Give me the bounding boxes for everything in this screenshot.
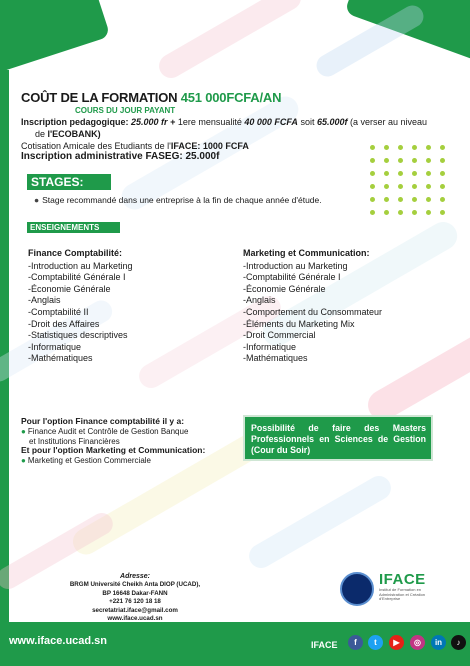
marketing-option-item-text: Marketing et Gestion Commerciale xyxy=(27,456,151,466)
marketing-item: -Mathématiques xyxy=(243,353,308,364)
address-email: secretatriat.iface@gmail.com xyxy=(92,606,178,614)
bg-pill-1 xyxy=(155,0,306,82)
marketing-item: -Comptabilité Générale I xyxy=(243,272,341,283)
address-web: www.iface.ucad.sn xyxy=(107,615,163,623)
admin-line xyxy=(21,151,219,162)
address-line2: BP 16648 Dakar-FANN xyxy=(102,589,168,597)
facebook-icon[interactable]: f xyxy=(348,635,363,650)
masters-box: Possibilité de faire des Masters Professionnels en Sciences de Gestion (Cour du Soir) xyxy=(243,415,433,461)
marketing-item: -Comportement du Consommateur xyxy=(243,306,383,317)
cotisation-amount: IFACE: 1000 FCFA xyxy=(170,141,249,151)
finance-item: -Comptabilité Générale I xyxy=(28,272,126,283)
instagram-icon[interactable]: ◎ xyxy=(410,635,425,650)
marketing-item: -Anglais xyxy=(243,295,276,306)
marketing-option-item xyxy=(21,456,205,466)
bullet-icon: ● xyxy=(21,426,26,436)
stage-text xyxy=(34,195,322,205)
finance-option-item xyxy=(21,427,205,437)
address-block xyxy=(60,573,210,623)
marketing-title: Marketing et Communication: xyxy=(243,248,370,258)
subtitle: COURS DU JOUR PAYANT xyxy=(75,106,176,115)
finance-item: -Statistiques descriptives xyxy=(28,330,128,341)
inscription-bank-line xyxy=(35,129,101,140)
insc-amount: 25.000 fr + xyxy=(131,117,176,127)
finance-column xyxy=(28,248,133,365)
options-block xyxy=(21,417,205,466)
bullet-icon: ● xyxy=(34,195,40,205)
finance-item: -Mathématiques xyxy=(28,353,93,364)
insc-bank: l'ECOBANK) xyxy=(47,129,101,139)
address-line1: BRGM Université Cheikh Anta DIOP (UCAD), xyxy=(69,581,201,589)
cost-label: COÛT DE LA FORMATION xyxy=(21,90,178,105)
insc-text3: (a verser au niveau xyxy=(350,117,428,127)
address-phone: +221 76 120 18 18 xyxy=(109,598,161,606)
insc-amount2: 40 000 FCFA xyxy=(244,117,298,127)
finance-item: -Anglais xyxy=(28,295,61,306)
marketing-item: -Droit Commercial xyxy=(243,330,316,341)
insc-text4: de xyxy=(35,129,46,139)
finance-option-heading: Pour l'option Finance comptabilité il y a: xyxy=(21,416,185,426)
marketing-column xyxy=(243,248,382,365)
inscription-pedagogique-line xyxy=(21,117,427,128)
insc-text1: 1ere mensualité xyxy=(177,117,242,127)
stages-banner: STAGES: xyxy=(27,174,111,190)
logo-tagline: Institut de Formation en Administration et Création d'Entreprise xyxy=(379,587,426,602)
cotisation-text: Cotisation Amicale des Etudiants de l' xyxy=(21,141,171,151)
insc-text2: soit xyxy=(300,117,315,127)
youtube-icon[interactable]: ▶ xyxy=(389,635,404,650)
admin-amount: FASEG: 25.000f xyxy=(145,151,220,162)
bullet-icon: ● xyxy=(21,456,26,466)
bg-pill-9 xyxy=(245,472,396,573)
insc-amount3: 65.000f xyxy=(316,117,348,127)
finance-item: -Comptabilité II xyxy=(28,306,89,317)
marketing-item: -Informatique xyxy=(243,341,297,352)
finance-item: -Informatique xyxy=(28,341,82,352)
finance-option-item-2: et Institutions Financières xyxy=(29,436,120,446)
logo-name: IFACE xyxy=(379,571,426,588)
stage-text-content: Stage recommandé dans une entreprise à la fin de chaque année d'étude. xyxy=(42,195,322,205)
iface-emblem-icon xyxy=(340,572,374,606)
footer-url[interactable]: www.iface.ucad.sn xyxy=(9,635,108,647)
finance-item: -Introduction au Marketing xyxy=(28,260,133,271)
cost-title xyxy=(21,90,281,105)
finance-title: Finance Comptabilité: xyxy=(28,248,123,258)
corner-decoration-top-left xyxy=(0,0,110,79)
tiktok-icon[interactable]: ♪ xyxy=(451,635,466,650)
insc-label: Inscription pedagogique: xyxy=(21,117,129,127)
finance-item: -Économie Générale xyxy=(28,283,111,294)
marketing-item: -Éléments du Marketing Mix xyxy=(243,318,355,329)
footer-label: IFACE xyxy=(311,640,338,650)
cost-amount: 451 000FCFA/AN xyxy=(180,90,282,105)
enseignements-banner: ENSEIGNEMENTS xyxy=(27,222,120,233)
finance-option-item-1: Finance Audit et Contrôle de Gestion Banque xyxy=(27,426,189,436)
marketing-item: -Économie Générale xyxy=(243,283,326,294)
admin-label: Inscription administrative xyxy=(21,151,143,162)
linkedin-icon[interactable]: in xyxy=(431,635,446,650)
twitter-icon[interactable]: t xyxy=(368,635,383,650)
dot-grid-decoration xyxy=(370,145,460,215)
marketing-item: -Introduction au Marketing xyxy=(243,260,348,271)
finance-item: -Droit des Affaires xyxy=(28,318,100,329)
marketing-option-heading: Et pour l'option Marketing et Communication: xyxy=(21,445,206,456)
left-frame-bar xyxy=(0,70,9,630)
address-title: Adresse: xyxy=(120,573,150,580)
